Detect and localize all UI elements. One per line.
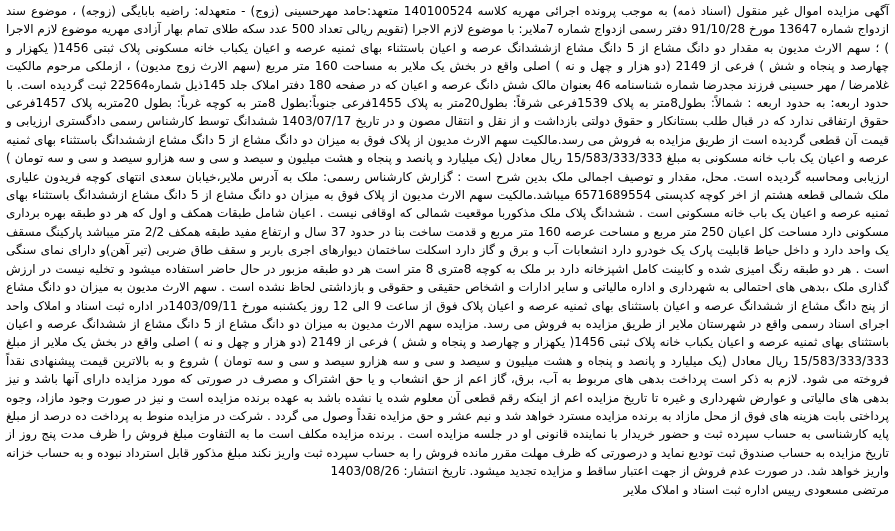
notice-body-text: آگهی مزایده اموال غیر منقول (اسناد ذمه) به موجب پرونده اجرائی مهریه کلاسه 140100524 متعهد:حامد مهرحسینی (زوج) - متعهدله: راضیه بابایگی (زوجه) ، موضوع سند ازدواج شماره 13647 مورخ 91/10/28 دفتر رسمی ازدواج شماره 7ملایر: با موضوع لازم الاجرا (تقویم ریالی تعداد 500 عدد سکه طلای تمام بهار آزادی مهریه موضوع لازم الاجرا ) ؛ سهم الارث مدیون به مقدار دو دانگ مشاع از 5 دانگ مشاع ازششدانگ عرصه و اعیان باستثناء بهای ثمنیه عرصه و اعیان یکباب خانه مسکونی پلاک ثبتی 1456( یکهزار و چهارصد و پنجاه و شش ) فرعی از 2149 (دو هزار و چهل و نه ) اصلی واقع در بخش یک ملایر به مساحت 160 متر مربع (سهم الارث زوج مدیون) ، ازملکی مرحوم مالکیت غلامرضا / مهر حسینی فرزند مجدرضا شماره شناسنامه 46 بعنوان مالک شش دانگ عرصه و اعیان که در صفحه 180 دفتر املاک جلد 145ذیل شماره22564 ثبت گردیده است. با حدود اربعه: به حدود اربعه : شمالاً: بطول8متر به پلاک 1539فرعی شرقاً: بطول20متر به پلاک 1455فرعی جنوباً:بطول 8متر به کوچه غرباً: بطول 20متربه پلاک 1457فرعی حقوق ارتفاقی ندارد که در قبال طلب بستانکار و حقوق دولتی بازداشت و از نقل و انتقال مصون و در تاریخ 1403/07/17 ششدانگ توسط کارشناس رسمی دادگستری ارزیابی و قیمت آن قطعی گردیده است از طریق مزایده به فروش می رسد.مالکیت سهم الارث مدیون از پلاک فوق به میزان دو دانگ مشاع از 5 دانگ مشاع ازششدانگ باستثناء بهای ثمنیه عرصه و اعیان یک باب خانه مسکونی به مبلغ 15/583/333/333 ریال معادل (یک میلیارد و پانصد و پنجاه و هشت میلیون و سیصد و سی و سه هزارو سیصد و سی و سه تومان ) ارزیابی ومحاسبه گردیده است. محل، مقدار و توصیف اجمالی ملک بدین شرح است : گزارش کارشناس رسمی: ملک به آدرس ملایر،خیابان سعدی انتهای کوچه فریدون علیاری ملک شمالی قطعه هشتم از اخر کوچه کدپستی 6571689554 میباشد.مالکیت سهم الارث مدیون از پلاک فوق به میزان دو دانگ مشاع از 5 دانگ مشاع ازششدانگ باستثناء بهای ثمنیه عرصه و اعیان یک باب خانه مسکونی است . ششدانگ پلاک ملک مذکوربا موقعیت شمالی که اوقافی نیست . اعیان شامل طبقات همکف و اول که هر دو طبقه بهره برداری مسکونی دارد مساحت کل اعیان 250 متر مربع و مساحت عرصه 160 متر مربع و قدمت ساخت بنا در حدود 37 سال و ارتفاع مفید طبقه همکف 2/2 متر میباشد پارکینگ مسقف یک واحد دارد و داخل حیاط قابلیت پارک یک خودرو دارد انشعابات آب و برق و گاز دارد اسکلت ساختمان دیوارهای اجری باربر و سقف طاق ضربی (تیر آهن)و دارای نمای سنگی است . هر دو طبقه رنگ امیزی شده و کابینت کامل اشپزخانه دارد بر ملک به کوچه 8متری 8 متر است هر دو طبقه مزبور در حال حاضر استفاده میشود و تخلیه نیست در ارزش گذاری ملک ،بدهی های احتمالی به شهرداری و اداره مالیاتی و سایر ادارات و اشخاص حقیقی و حقوقی و بازداشتی لحاظ نشده است . سهم الارث مدیون به میزان دو دانگ مشاع از پنج دانگ مشاع از ششدانگ عرصه و اعیان باستثنای بهای ثمنیه عرصه و اعیان پلاک فوق از ساعت 9 الی 12 روز یکشنبه مورخ 1403/09/11در اداره ثبت اسناد و املاک واحد اجرای اسناد رسمی واقع در شهرستان ملایر از طریق مزایده به فروش می رسد. مزایده سهم الارث مدیون به میزان دو دانگ مشاع از 5 دانگ مشاع از ششدانگ عرصه و اعیان باستثنای بهای ثمنیه عرصه و اعیان یکباب خانه پلاک ثبتی 1456( یکهزار و چهارصد و پنجاه و شش ) فرعی از 2149 (دو هزار و چهل و نه ) اصلی واقع در بخش یک ملایر از مبلغ 15/583/333/333 ریال معادل (یک میلیارد و پانصد و پنجاه و هشت میلیون و سیصد و سی و سه هزارو سیصد و سی و سه تومان ) شروع و به بالاترین قیمت پیشنهادی نقداً فروخته می شود. لازم به ذکر است پرداخت بدهی های مربوط به آب، برق، گاز اعم از حق انشعاب و یا حق اشتراک و مصرف در صورتی که مورد مزایده دارای آنها باشد و نیز بدهی های مالیاتی و عوارض شهرداری و غیره تا تاریخ مزایده اعم از اینکه رقم قطعی آن معلوم شده یا نشده باشد به عهده برنده مزایده است و نیز در صورت وجود مازاد، وجوه پرداختی بابت هزینه های فوق از محل مازاد به برنده مزایده مسترد خواهد شد و نیم عشر و حق مزایده نقداً وصول می گردد . شرکت در مزایده منوط به پرداخت ده درصد از مبلغ پایه کارشناسی به حساب سپرده ثبت و حضور خریدار با نماینده قانونی او در جلسه مزایده است . برنده مزایده مکلف است ما به التفاوت مبلغ فروش را ظرف مدت پنج روز از تاریخ مزایده به حساب صندوق ثبت تودیع نماید و درصورتی که ظرف مهلت مقرر مانده فروش را به حساب سپرده ثبت واریز نکند مبلغ مذکور قابل استرداد نبوده و به حساب خزانه واریز خواهد شد. در صورت عدم فروش از جهت اعتبار ساقط و مزایده تجدید میشود. تاریخ انتشار: 1403/08/26 [6, 4, 890, 479]
notice-signature: مرتضی مسعودی رییس اداره ثبت اسناد و املاک ملایر [623, 482, 889, 497]
